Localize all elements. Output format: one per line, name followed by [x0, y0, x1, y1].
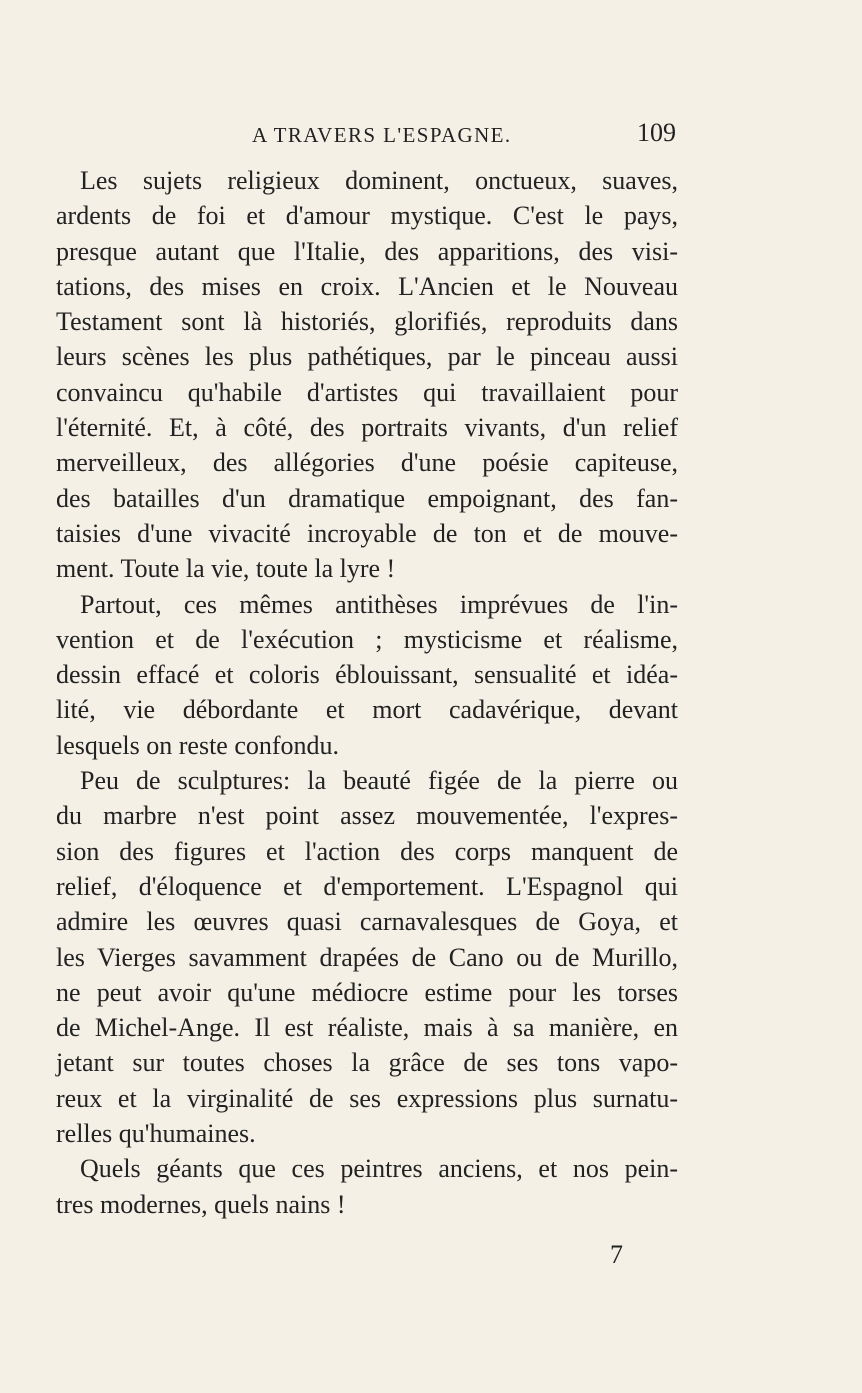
text-line: admire les œuvres quasi carnavalesques de Goya, et	[56, 907, 678, 937]
text-line: relief, d'éloquence et d'emportement. L'Espagnol qui	[56, 871, 678, 901]
text-line: ment. Toute la vie, toute la lyre !	[56, 554, 396, 584]
text-line: jetant sur toutes choses la grâce de ses tons vapo-	[56, 1048, 678, 1078]
text-line: ardents de foi et d'amour mystique. C'est le pays,	[56, 201, 678, 231]
text-line: sion des figures et l'action des corps manquent de	[56, 836, 678, 866]
text-line: l'éternité. Et, à côté, des portraits vivants, d'un relief	[56, 413, 678, 443]
text-line: du marbre n'est point assez mouvementée, l'expres-	[56, 801, 678, 831]
body-text	[56, 163, 678, 1222]
paragraph-4	[56, 1151, 678, 1222]
text-line: relles qu'humaines.	[56, 1119, 256, 1149]
text-line: reux et la virginalité de ses expressions plus surnatu-	[56, 1083, 678, 1113]
paragraph-1	[56, 163, 678, 587]
paragraph-3	[56, 763, 678, 1151]
text-line: ne peut avoir qu'une médiocre estime pour les torses	[56, 977, 678, 1007]
text-line: vention et de l'exécution ; mysticisme et réalisme,	[56, 624, 678, 654]
text-line: leurs scènes les plus pathétiques, par le pinceau aussi	[56, 342, 678, 372]
text-line: presque autant que l'Italie, des apparitions, des visi-	[56, 236, 678, 266]
paragraph-2	[56, 587, 678, 763]
text-line: Peu de sculptures: la beauté figée de la pierre ou	[80, 766, 678, 796]
signature-mark: 7	[610, 1240, 623, 1269]
text-line: les Vierges savamment drapées de Cano ou de Murillo,	[56, 942, 678, 972]
text-line: tres modernes, quels nains !	[56, 1189, 346, 1219]
text-line: Partout, ces mêmes antithèses imprévues de l'in-	[80, 589, 678, 619]
text-line: taisies d'une vivacité incroyable de ton et de mouve-	[56, 518, 678, 548]
text-line: Testament sont là historiés, glorifiés, reproduits dans	[56, 307, 678, 337]
text-line: merveilleux, des allégories d'une poésie capiteuse,	[56, 448, 678, 478]
running-title: A TRAVERS L'ESPAGNE.	[252, 123, 512, 147]
text-line: Les sujets religieux dominent, onctueux, suaves,	[80, 166, 678, 195]
text-line: dessin effacé et coloris éblouissant, sensualité et idéa-	[56, 660, 678, 690]
text-line: convaincu qu'habile d'artistes qui travaillaient pour	[56, 377, 678, 407]
running-head	[54, 118, 676, 152]
text-line: de Michel-Ange. Il est réaliste, mais à sa manière, en	[56, 1013, 678, 1043]
text-line: lesquels on reste confondu.	[56, 730, 340, 760]
text-line: Quels géants que ces peintres anciens, et nos pein-	[80, 1154, 678, 1184]
text-line: des batailles d'un dramatique empoignant, des fan-	[56, 483, 678, 513]
page-number: 109	[637, 118, 676, 147]
text-line: tations, des mises en croix. L'Ancien et le Nouveau	[56, 271, 678, 301]
text-line: lité, vie débordante et mort cadavérique, devant	[56, 695, 678, 725]
